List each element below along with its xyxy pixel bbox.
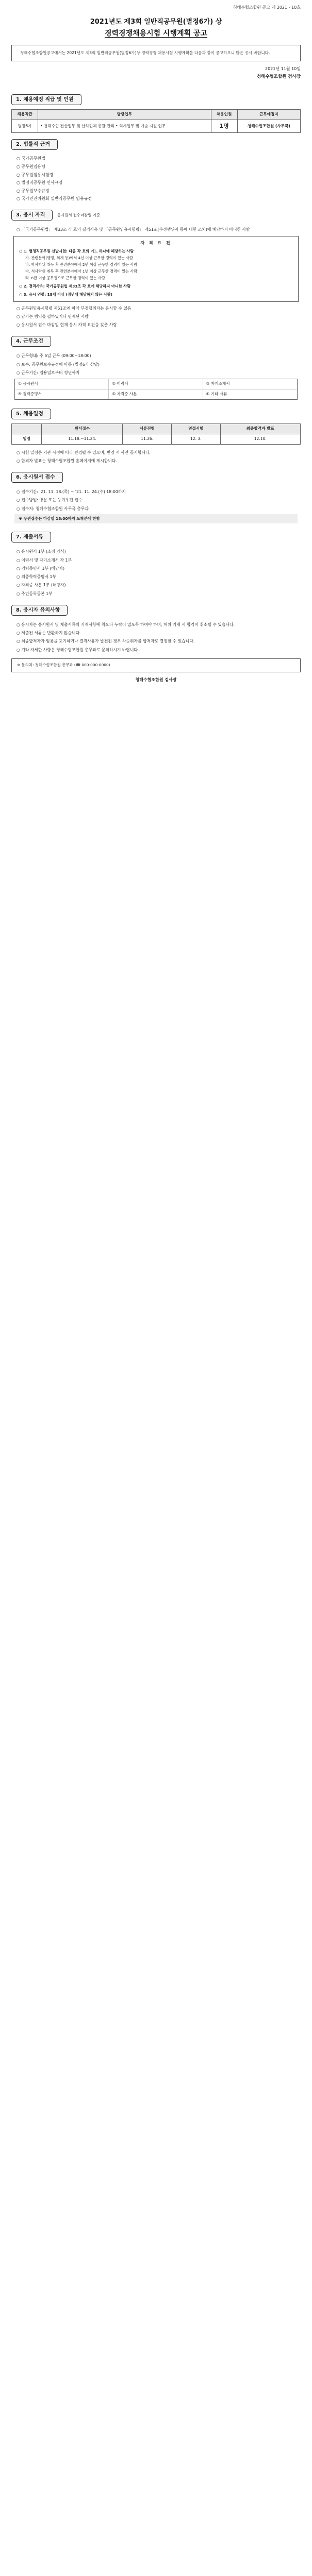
section-title-6: 6. 응시원서 접수 [11, 472, 63, 483]
table-header: 서류전형 [123, 423, 172, 434]
misc-item: ○ 남자는 병역을 필하였거나 면제된 사람 [17, 314, 89, 319]
section-title-1: 1. 채용예정 직급 및 인원 [11, 94, 81, 105]
positions-table [11, 109, 301, 133]
apply-item: ○ 접수처: 청해수협조합원 사무국 총무과 [17, 506, 89, 511]
schedule-cell: 12. 3. [172, 434, 221, 444]
table-header: 원서접수 [42, 423, 123, 434]
submit-item: ○ 이력서 및 자기소개서 각 1부 [17, 557, 72, 563]
table-header: 채용인원 [211, 109, 237, 120]
submit-item: ○ 최종학력증명서 1부 [17, 574, 56, 580]
contact-box [11, 658, 301, 672]
intro-paragraph: 청해수협조합원공고에서는 2021년도 제3회 일반직공무원(별정6가)상 경력경쟁 채용시험 시행계획을 다음과 같이 공고하오니 많은 응시 바랍니다. [11, 45, 301, 61]
checklist-item: ④ 경력증명서 [15, 389, 109, 399]
schedule-note: ○ 합격자 발표는 청해수협조합원 홈페이지에 게시합니다. [17, 458, 117, 463]
list-item: ○ 국가인권위원회 일반직공무원 임용규정 [17, 196, 92, 201]
schedule-label-header [12, 423, 42, 434]
caution-item: ○ 기타 자세한 사항은 청해수협조합원 총무과로 문의하시기 바랍니다. [17, 647, 139, 652]
title-block [11, 16, 301, 40]
table-header: 면접시험 [172, 423, 221, 434]
caution-item: ○ 제출된 서류는 반환하지 않습니다. [17, 631, 81, 636]
eligibility-paragraph: ○ 「국가공무원법」 제33조 각 호의 결격사유 및 「공무원임용시험령」 제51조(부정행위자 등에 대한 조치)에 해당하지 아니한 사람 [17, 227, 250, 232]
list-item: ○ 국가공무원법 [17, 156, 45, 161]
section-title-8: 8. 응시자 유의사항 [11, 605, 68, 616]
apply-item: ○ 접수기간: '21. 11. 18.(목) ~ '21. 11. 24.(수) 18:00까지 [17, 489, 126, 495]
qualification-line: ○ 1. 별정직공무원 선발시험: 다음 각 호의 어느 하나에 해당하는 사람 [19, 249, 134, 254]
schedule-table [11, 423, 301, 445]
qualification-box [13, 236, 299, 301]
qualification-line: ○ 3. 응시 연령: 18세 이상 (정년에 해당하지 않는 사람) [19, 292, 112, 297]
notice-number: 청해수협조합원 공고 제 2021 - 10호 [233, 5, 301, 10]
qualification-line: ○ 2. 결격사유: 국가공무원법 제33조 각 호에 해당하지 아니한 사람 [19, 283, 131, 289]
apply-note: ※ 우편접수는 마감일 18:00까지 도착분에 한함 [14, 514, 298, 524]
cell-grade: 별정6가 [12, 120, 38, 133]
checklist-item: ⑤ 자격증 사본 [109, 389, 203, 399]
submit-item: ○ 응시원서 1부 (소정 양식) [17, 549, 66, 554]
table-row [12, 434, 301, 444]
table-header: 최종합격자 발표 [220, 423, 300, 434]
work-condition-item: ○ 근무형태: 주 5일 근무 (09:00~18:00) [17, 353, 91, 359]
misc-item: ○ 공무원임용시험령 제51조에 따라 부정행위자는 응시할 수 없음 [17, 306, 132, 311]
contact-text: ※ 문의처: 청해수협조합원 총무과 (☎ 000-000-0000) [17, 662, 110, 667]
law-list [11, 155, 301, 202]
submit-item: ○ 자격증 사본 1부 (해당자) [17, 583, 66, 588]
cell-place: 청해수협조합원 (사무국) [237, 120, 300, 133]
work-condition-item: ○ 근무기간: 임용일로부터 정년까지 [17, 370, 80, 375]
schedule-note: ○ 시험 일정은 기관 사정에 따라 변경될 수 있으며, 변경 시 사전 공지합니다. [17, 450, 151, 455]
caution-item: ○ 최종합격자가 임용을 포기하거나 결격사유가 발견된 경우 차순위자를 합격자로 결정할 수 있습니다. [17, 639, 195, 644]
document-checklist [14, 379, 298, 400]
table-header: 근무예정지 [237, 109, 300, 120]
closing-signature: 청해수협조합원 검사장 [135, 677, 177, 682]
work-condition-item: ○ 보수: 공무원보수규정에 따름 (별정6가 상당) [17, 362, 100, 367]
list-item: ○ 공무원임용령 [17, 164, 45, 169]
section-title-5: 5. 채용일정 [11, 409, 51, 419]
submit-item: ○ 주민등록등본 1부 [17, 591, 53, 596]
table-header: 채용직급 [12, 109, 38, 120]
section-title-7: 7. 제출서류 [11, 532, 51, 543]
table-row [12, 120, 301, 133]
qualification-line: 나. 학사학위 취득 후 관련분야에서 2년 이상 근무한 경력이 있는 사람 [25, 262, 138, 267]
misc-item: ○ 응시원서 접수 마감일 현재 응시 자격 요건을 갖춘 사람 [17, 323, 117, 328]
announcement-signature: 청해수협조합원 검사장 [256, 74, 301, 80]
cell-count: 1명 [211, 120, 237, 133]
schedule-cell: 12.10. [220, 434, 300, 444]
checklist-item: ① 응시원서 [15, 379, 109, 389]
list-item: ○ 공무원보수규정 [17, 188, 50, 193]
caution-item: ○ 응시자는 응시원서 및 제출서류의 기재사항에 착오나 누락이 없도록 하여야 하며, 허위 기재 시 합격이 취소될 수 있습니다. [17, 622, 235, 627]
schedule-cell: 11.26. [123, 434, 172, 444]
checklist-item: ⑥ 기타 서류 [203, 389, 297, 399]
qualification-line: 다. 석사학위 취득 후 관련분야에서 1년 이상 근무한 경력이 있는 사람 [25, 269, 138, 274]
section-title-3: 3. 응시 자격 [11, 210, 53, 221]
qualification-line: 가. 관련분야(행정, 회계 등)에서 4년 이상 근무한 경력이 있는 사람 [25, 256, 133, 261]
table-header: 담당업무 [38, 109, 211, 120]
announcement-date: 2021년 11월 10일 [265, 66, 301, 71]
schedule-row-label: 일정 [12, 434, 42, 444]
qualification-line: 라. 6급 이상 공무원으로 근무한 경력이 있는 사람 [25, 275, 105, 280]
checklist-item: ② 이력서 [109, 379, 203, 389]
apply-item: ○ 접수방법: 방문 또는 등기우편 접수 [17, 498, 83, 503]
notice-page [0, 0, 312, 699]
submit-item: ○ 경력증명서 1부 (해당자) [17, 566, 65, 571]
section-3-subnote: 응시원서 접수마감일 기준 [57, 212, 101, 217]
schedule-cell: 11.18.~11.24. [42, 434, 123, 444]
section-title-4: 4. 근무조건 [11, 336, 51, 347]
title-line-1: 2021년도 제3회 일반직공무원(별정6가) 상 [90, 18, 222, 26]
title-line-2: 경력경쟁채용시험 시행계획 공고 [104, 29, 208, 38]
checklist-item: ③ 자기소개서 [206, 381, 230, 386]
list-item: ○ 공무원임용시험령 [17, 172, 54, 177]
list-item: ○ 별정직공무원 인사규정 [17, 180, 63, 185]
qualification-box-title: 자 격 요 건 [140, 241, 172, 246]
section-title-2: 2. 법률적 근거 [11, 139, 58, 150]
cell-duties: • 청해수협 전산업무 및 산하업체 총괄 관리 • 회계업무 및 기술 지원 업무 [38, 120, 211, 133]
